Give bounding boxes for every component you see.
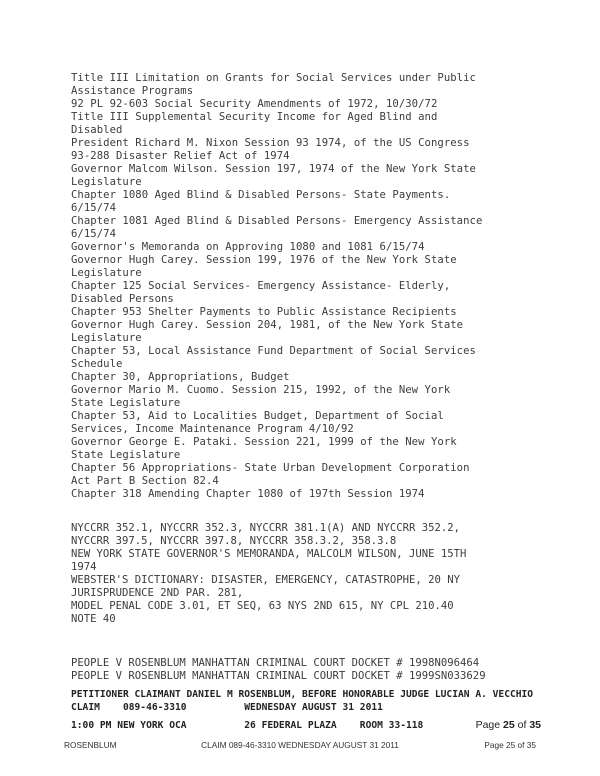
petitioner-line: PETITIONER CLAIMANT DANIEL M ROSENBLUM, BEFORE HONORABLE JUDGE LUCIAN A. VECCHIO (71, 689, 534, 700)
legislation-line: Chapter 1081 Aged Blind & Disabled Persons- Emergency Assistance (71, 215, 483, 227)
legislation-line: Chapter 1080 Aged Blind & Disabled Persons- State Payments. (71, 189, 451, 201)
legislation-line: Governor's Memoranda on Approving 1080 and 1081 6/15/74 (71, 241, 425, 253)
reference-line: WEBSTER'S DICTIONARY: DISASTER, EMERGENCY, CATASTROPHE, 20 NY (71, 574, 461, 586)
legislation-line: Chapter 953 Shelter Payments to Public Assistance Recipients (71, 306, 457, 318)
reference-line: NYCCRR 397.5, NYCCRR 397.8, NYCCRR 358.3.2, 358.3.8 (71, 535, 397, 547)
page-current: 25 (503, 718, 515, 731)
footer-center: CLAIM 089-46-3310 WEDNESDAY AUGUST 31 2011 (201, 740, 399, 750)
page-indicator (476, 718, 541, 733)
legislation-line: Act Part B Section 82.4 (71, 475, 219, 487)
reference-line: NOTE 40 (71, 613, 116, 625)
legislation-line: Services, Income Maintenance Program 4/10/92 (71, 423, 354, 435)
claim-header-block (71, 688, 541, 733)
reference-line: JURISPRUDENCE 2ND PAR. 281, (71, 587, 244, 599)
legislation-line: Title III Supplemental Security Income for Aged Blind and (71, 111, 438, 123)
legislation-line: 6/15/74 (71, 202, 116, 214)
legislation-line: 93-288 Disaster Relief Act of 1974 (71, 150, 290, 162)
reference-list (71, 522, 571, 626)
legislation-line: Disabled Persons (71, 293, 174, 305)
legislation-line: State Legislature (71, 397, 181, 409)
reference-line: NYCCRR 352.1, NYCCRR 352.3, NYCCRR 381.1(A) AND NYCCRR 352.2, (71, 522, 461, 534)
legislation-line: Governor George E. Pataki. Session 221, 1999 of the New York (71, 436, 457, 448)
legislation-list (71, 72, 571, 501)
docket-list (71, 657, 571, 683)
legislation-line: Legislature (71, 332, 142, 344)
legislation-line: Chapter 125 Social Services- Emergency Assistance- Elderly, (71, 280, 451, 292)
docket-line: PEOPLE V ROSENBLUM MANHATTAN CRIMINAL COURT DOCKET # 1999SN033629 (71, 669, 486, 682)
legislation-line: Chapter 53, Local Assistance Fund Department of Social Services (71, 345, 476, 357)
legislation-line: Chapter 30, Appropriations, Budget (71, 371, 290, 383)
legislation-line: Chapter 53, Aid to Localities Budget, Department of Social (71, 410, 444, 422)
location-line: 1:00 PM NEW YORK OCA 26 FEDERAL PLAZA ROOM 33-118 (71, 719, 424, 731)
legislation-line: Chapter 318 Amending Chapter 1080 of 197th Session 1974 (71, 488, 425, 500)
legislation-line: Chapter 56 Appropriations- State Urban Development Corporation (71, 462, 470, 474)
legislation-line: Governor Hugh Carey. Session 204, 1981, of the New York State (71, 319, 464, 331)
page-of: of (514, 718, 530, 731)
docket-line: PEOPLE V ROSENBLUM MANHATTAN CRIMINAL COURT DOCKET # 1998N096464 (71, 657, 480, 669)
reference-line: NEW YORK STATE GOVERNOR'S MEMORANDA, MALCOLM WILSON, JUNE 15TH (71, 548, 467, 560)
footer-right: Page 25 of 35 (484, 740, 536, 750)
legislation-line: Legislature (71, 176, 142, 188)
legislation-line: Disabled (71, 124, 123, 136)
legislation-line: Legislature (71, 267, 142, 279)
claim-line: CLAIM 089-46-3310 WEDNESDAY AUGUST 31 2011 (71, 702, 383, 714)
footer-left: ROSENBLUM (64, 740, 117, 750)
page-total: 35 (529, 718, 541, 731)
legislation-line: 6/15/74 (71, 228, 116, 240)
legislation-line: Governor Hugh Carey. Session 199, 1976 of the New York State (71, 254, 457, 266)
page-footer (64, 738, 536, 752)
legislation-line: Title III Limitation on Grants for Social Services under Public (71, 72, 476, 84)
reference-line: 1974 (71, 561, 97, 573)
legislation-line: President Richard M. Nixon Session 93 1974, of the US Congress (71, 137, 470, 149)
legislation-line: State Legislature (71, 449, 181, 461)
legislation-line: Governor Malcom Wilson. Session 197, 1974 of the New York State (71, 163, 476, 175)
legislation-line: Assistance Programs (71, 85, 194, 97)
legislation-line: Schedule (71, 358, 123, 370)
legislation-line: Governor Mario M. Cuomo. Session 215, 1992, of the New York (71, 384, 451, 396)
legislation-line: 92 PL 92-603 Social Security Amendments of 1972, 10/30/72 (71, 98, 438, 110)
page-prefix: Page (475, 718, 504, 731)
reference-line: MODEL PENAL CODE 3.01, ET SEQ, 63 NYS 2ND 615, NY CPL 210.40 (71, 600, 454, 612)
